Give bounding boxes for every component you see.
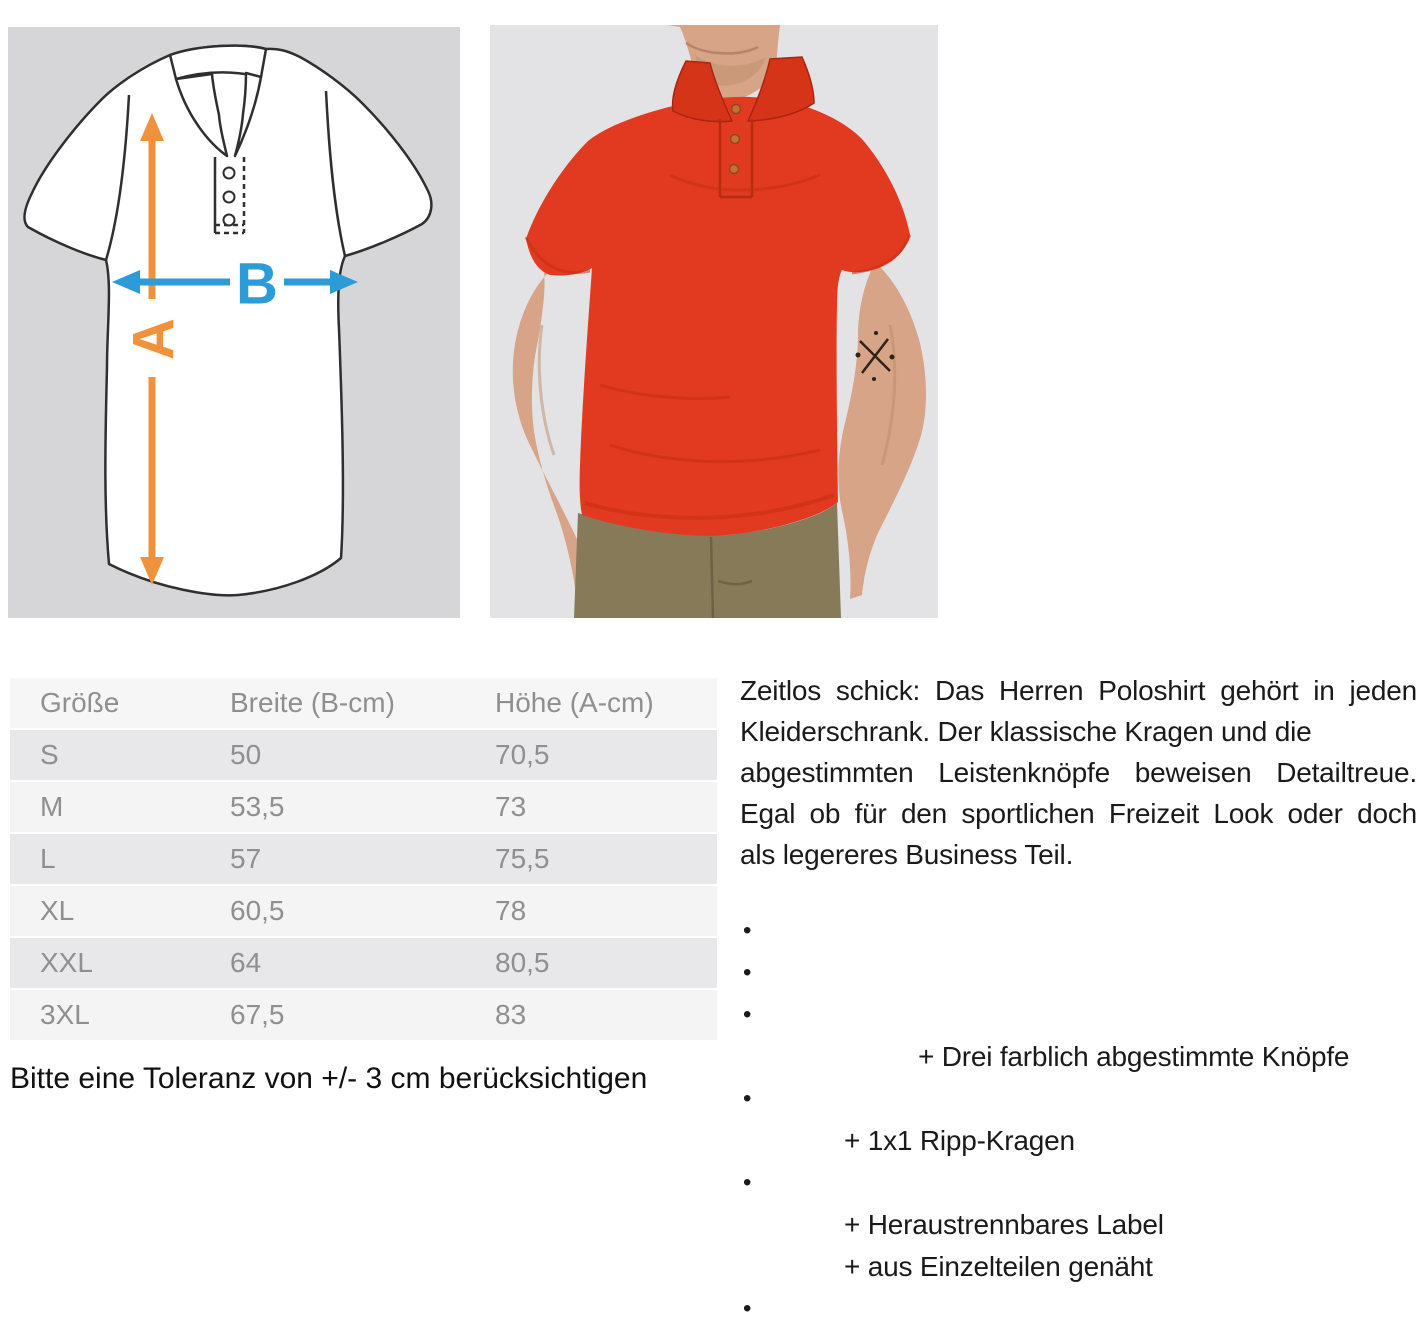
description-line: als legereres Business Teil. [740,839,1074,870]
table-row [10,938,717,990]
col-header-groesse: Größe [40,687,120,718]
spec-verarbeitung-sub: + Drei farblich abgestimmte Knöpfe [918,1041,1350,1072]
polo-shirt-measurement-diagram [8,27,460,618]
label-b: B [236,251,278,317]
spec-bullet-list [740,910,1417,1330]
cell-hoehe: 80,5 [495,947,550,978]
table-row [10,730,717,782]
bullet-icon: • [743,1001,752,1028]
description-line: Egal ob für den sportlichen Freizeit Look oder doch [740,798,1417,829]
cell-hoehe: 83 [495,999,527,1030]
description-line: Zeitlos schick: Das Herren Poloshirt gehört in jeden [740,675,1417,706]
cell-size: XXL [40,947,93,978]
table-row [10,990,717,1042]
table-row [10,782,717,834]
cell-size: 3XL [40,999,90,1030]
cell-size: M [40,791,64,822]
spec-material [740,910,1417,952]
cell-hoehe: 73 [495,791,527,822]
cell-breite: 50 [230,739,262,770]
model-red-polo-photo [490,25,938,618]
spec-grammatur [740,952,1417,994]
cell-size: L [40,843,56,874]
product-photo-panel [490,25,938,618]
product-description [740,670,1417,1330]
size-table-header [10,678,717,730]
spec-extras-sub2: + aus Einzelteilen genäht [844,1251,1153,1282]
spec-groessen [740,1288,1417,1330]
shirt-outline-icon [25,46,432,596]
cell-hoehe: 75,5 [495,843,550,874]
cell-hoehe: 70,5 [495,739,550,770]
spec-extras-sub1: + Heraustrennbares Label [844,1209,1164,1240]
cell-breite: 57 [230,843,262,874]
description-line: Kleiderschrank. Der klassische Kragen und die [740,716,1312,747]
bullet-icon: • [743,1295,752,1322]
tolerance-note: Bitte eine Toleranz von +/- 3 cm berücksichtigen [10,1062,648,1095]
size-table [10,678,717,1042]
cell-breite: 64 [230,947,262,978]
col-header-breite: Breite (B-cm) [230,687,395,718]
table-row [10,886,717,938]
bullet-icon: • [743,959,752,986]
col-header-hoehe: Höhe (A-cm) [495,687,654,718]
bullet-icon: • [743,1085,752,1112]
description-line: abgestimmten Leistenknöpfe beweisen Detailtreue. [740,757,1417,788]
size-diagram-panel [8,27,460,618]
cell-breite: 67,5 [230,999,285,1030]
bullet-icon: • [743,917,752,944]
cell-size: S [40,739,59,770]
cell-breite: 60,5 [230,895,285,926]
spec-form [740,1078,1417,1120]
cell-size: XL [40,895,75,926]
cell-breite: 53,5 [230,791,285,822]
spec-extras [740,1162,1417,1204]
cell-hoehe: 78 [495,895,527,926]
spec-verarbeitung [740,994,1417,1036]
spec-form-sub: + 1x1 Ripp-Kragen [844,1125,1075,1156]
label-a: A [121,318,187,360]
table-row [10,834,717,886]
bullet-icon: • [743,1169,752,1196]
